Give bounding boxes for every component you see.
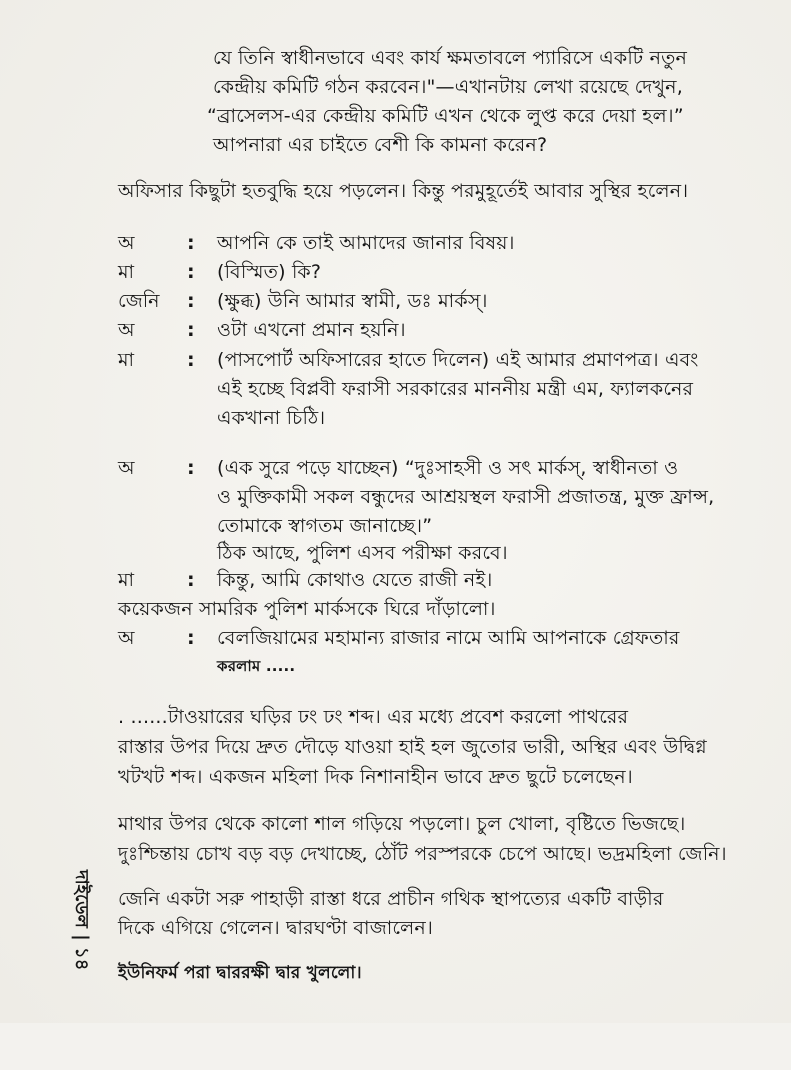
dialogue-line: একখানা চিঠি। — [217, 407, 326, 429]
intro-line-1: যে তিনি স্বাধীনভাবে এবং কার্য ক্ষমতাবলে প্যারিসে একটি নতুন — [213, 47, 688, 69]
intro-line-3: “ব্রাসেলস-এর কেন্দ্রীয় কমিটি এখন থেকে লুপ্ত করে দেয়া হল।” — [207, 105, 684, 127]
side-page-label: দাইডেল | ১৪ — [71, 870, 92, 971]
paragraph-line: দিকে এগিয়ে গেলেন। দ্বারঘণ্টা বাজালেন। — [118, 917, 433, 939]
dialogue-line: (বিস্মিত) কি? — [217, 261, 322, 283]
speaker-colon: : — [187, 349, 195, 371]
paragraph-line: ইউনিফর্ম পরা দ্বাররক্ষী দ্বার খুললো। — [118, 963, 362, 983]
speaker-label: অ — [118, 232, 135, 254]
speaker-colon: : — [187, 290, 195, 312]
paragraph-line: রাস্তার উপর দিয়ে দ্রুত দৌড়ে যাওয়া হাই হল জুতোর ভারী, অস্থির এবং উদ্বিগ্ন — [118, 736, 707, 758]
paragraph-line: খটখট শব্দ। একজন মহিলা দিক নিশানাহীন ভাবে দ্রুত ছুটে চলেছেন। — [118, 766, 633, 788]
dialogue-line: করলাম ..... — [217, 657, 296, 675]
paragraph-line: মাথার উপর থেকে কালো শাল গড়িয়ে পড়লো। চুল খোলা, বৃষ্টিতে ভিজছে। — [118, 813, 686, 835]
speaker-colon: : — [187, 457, 195, 479]
intro-line-2: কেন্দ্রীয় কমিটি গঠন করবেন।"—এখানটায় লেখা রয়েছে দেখুন, — [213, 76, 683, 98]
speaker-colon: : — [187, 261, 195, 283]
dialogue-line: তোমাকে স্বাগতম জানাচ্ছে।” — [217, 515, 433, 537]
dialogue-line: ও মুক্তিকামী সকল বন্ধুদের আশ্রয়স্থল ফরাসী প্রজাতন্ত্র, মুক্ত ফ্রান্স, — [217, 486, 715, 508]
speaker-label: অ — [118, 319, 135, 341]
paragraph-line: . ......টাওয়ারের ঘড়ির ঢং ঢং শব্দ। এর মধ্যে প্রবেশ করলো পাথরের — [118, 706, 629, 728]
speaker-colon: : — [187, 232, 195, 254]
dialogue-line: (ক্ষুব্ধ) উনি আমার স্বামী, ডঃ মার্কস্। — [217, 290, 488, 312]
intro-line-4: আপনারা এর চাইতে বেশী কি কামনা করেন? — [213, 134, 548, 156]
dialogue-line: কিন্তু, আমি কোথাও যেতে রাজী নই। — [217, 569, 493, 591]
speaker-label: অ — [118, 627, 135, 649]
dialogue-line: আপনি কে তাই আমাদের জানার বিষয়। — [217, 232, 515, 254]
dialogue-line: ঠিক আছে, পুলিশ এসব পরীক্ষা করবে। — [217, 542, 508, 564]
dialogue-line: এই হচ্ছে বিপ্লবী ফরাসী সরকারের মাননীয় মন্ত্রী এম, ফ্যালকনের — [217, 378, 694, 400]
narration-police: কয়েকজন সামরিক পুলিশ মার্কসকে ঘিরে দাঁড়ালো। — [118, 598, 496, 620]
paragraph-line: দুঃশ্চিন্তায় চোখ বড় বড় দেখাচ্ছে, ঠোঁট পরস্পরকে চেপে আছে। ভদ্রমহিলা জেনি। — [118, 843, 727, 865]
narration-officer: অফিসার কিছুটা হতবুদ্ধি হয়ে পড়লেন। কিন্তু পরমুহূর্তেই আবার সুস্থির হলেন। — [118, 180, 689, 202]
speaker-label: মা — [118, 349, 135, 371]
dialogue-line: (পাসপোর্ট অফিসারের হাতে দিলেন) এই আমার প্রমাণপত্র। এবং — [217, 349, 699, 371]
paragraph-line: জেনি একটা সরু পাহাড়ী রাস্তা ধরে প্রাচীন গথিক স্থাপত্যের একটি বাড়ীর — [118, 888, 664, 910]
speaker-label: জেনি — [118, 290, 160, 312]
speaker-colon: : — [187, 319, 195, 341]
speaker-colon: : — [187, 627, 195, 649]
speaker-label: মা — [118, 261, 135, 283]
dialogue-line: ওটা এখনো প্রমান হয়নি। — [217, 319, 406, 341]
speaker-label: মা — [118, 569, 135, 591]
speaker-colon: : — [187, 569, 195, 591]
speaker-label: অ — [118, 457, 135, 479]
dialogue-line: বেলজিয়ামের মহামান্য রাজার নামে আমি আপনাকে গ্রেফতার — [217, 627, 680, 649]
dialogue-line: (এক সুরে পড়ে যাচ্ছেন) “দুঃসাহসী ও সৎ মার্কস্, স্বাধীনতা ও — [217, 457, 679, 479]
